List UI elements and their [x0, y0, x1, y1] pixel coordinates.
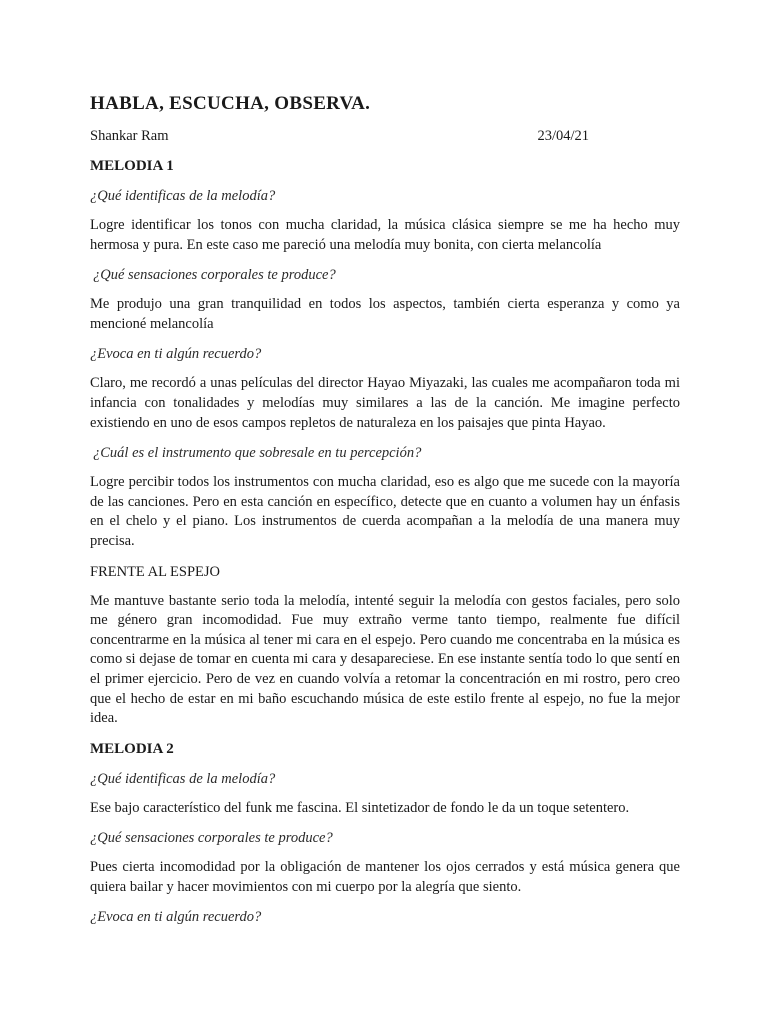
question-instrument: ¿Cuál es el instrumento que sobresale en tu percepción? [93, 445, 422, 462]
document-title: HABLA, ESCUCHA, OBSERVA. [90, 93, 371, 114]
section-heading-melodia-1: MELODIA 1 [90, 158, 174, 174]
answer-sensations: Me produjo una gran tranquilidad en todos los aspectos, también cierta esperanza y como ya mencioné melancolía [90, 296, 680, 332]
question-identify: ¿Qué identificas de la melodía? [90, 188, 276, 204]
question-identify-2: ¿Qué identificas de la melodía? [90, 770, 276, 787]
question-sensations-2: ¿Qué sensaciones corporales te produce? [90, 830, 333, 847]
author-date-line [90, 126, 680, 146]
section-heading-espejo: FRENTE AL ESPEJO [90, 563, 220, 580]
document-date: 23/04/21 [537, 128, 589, 144]
document-page [90, 92, 680, 937]
section-heading-melodia-2: MELODIA 2 [90, 740, 174, 757]
answer-sensations-2: Pues cierta incomodidad por la obligación de mantener los ojos cerrados y está música genera que quiera bailar y hacer movimientos con mi cuerpo por la alegría que siento. [90, 859, 680, 895]
question-sensations: ¿Qué sensaciones corporales te produce? [93, 267, 336, 284]
answer-identify: Logre identificar los tonos con mucha claridad, la música clásica siempre se me ha hecho muy hermosa y pura. En este caso me pareció una melodía muy bonita, con cierta melancolía [90, 217, 680, 253]
question-memory-2: ¿Evoca en ti algún recuerdo? [90, 909, 262, 926]
question-memory: ¿Evoca en ti algún recuerdo? [90, 346, 262, 363]
espejo-paragraph: Me mantuve bastante serio toda la melodía, intenté seguir la melodía con gestos faciales, pero solo me género gran incomodidad. Fue muy extraño verme tanto tiempo, realmente fue difícil concentrarme en la música al tener mi cara en el espejo. Pero cuando me concentraba en la música es como si dejase de tomar en cuenta mi cara y desapareciese. En ese instante sentía todo lo que sentí en el primer ejercicio. Pero de vez en cuando volvía a retomar la concentración en mi rostro, pero creo que el hecho de estar en mi baño escuchando música de este estilo frente al espejo, no fue la mejor idea. [90, 592, 680, 727]
answer-identify-2: Ese bajo característico del funk me fascina. El sintetizador de fondo le da un toque setentero. [90, 799, 630, 816]
answer-instrument: Logre percibir todos los instrumentos con mucha claridad, eso es algo que me sucede con la mayoría de las canciones. Pero en esta canción en específico, detecte que en cuanto a volumen hay un énfasis en el chelo y el piano. Los instrumentos de cuerda acompañan a la melodía de una manera muy precisa. [90, 474, 680, 549]
answer-memory: Claro, me recordó a unas películas del director Hayao Miyazaki, las cuales me acompañaron toda mi infancia con tonalidades y melodías muy similares a las de la canción. Me imagine perfecto existiendo en uno de esos campos repletos de naturaleza en los paisajes que pinta Hayao. [90, 375, 680, 431]
author-name: Shankar Ram [90, 128, 169, 144]
